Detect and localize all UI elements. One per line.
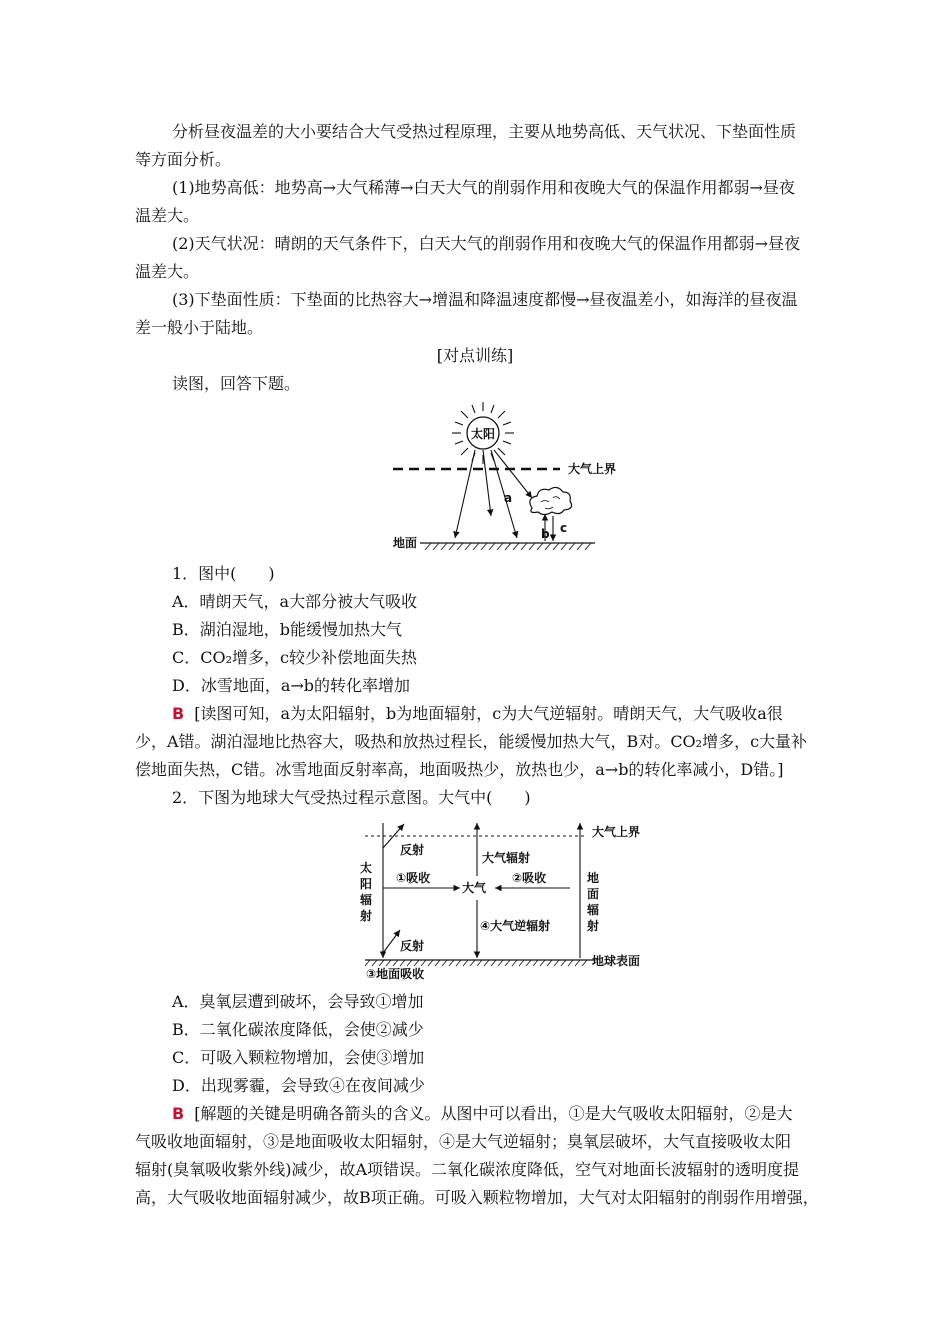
q2-option: D．出现雾霾，会导致④在夜间减少 <box>172 1076 425 1095</box>
q1-option: C．CO₂增多，c较少补偿地面失热 <box>172 648 417 667</box>
atmosphere-top-label: 大气上界 <box>568 462 617 476</box>
ground-radiation-char: 面 <box>587 887 600 901</box>
q1-option: B．湖泊湿地，b能缓慢加热大气 <box>172 620 403 639</box>
q1-option: D．冰雪地面，a→b的转化率增加 <box>172 676 411 695</box>
q2-stem: 2．下图为地球大气受热过程示意图。大气中( ) <box>172 788 531 807</box>
cloud-icon <box>530 487 572 514</box>
ground-label: 地面 <box>393 536 418 550</box>
q2-explanation-line: 辐射(臭氧吸收紫外线)减少，故A项错误。二氧化碳浓度降低，空气对地面长波辐射的透明度提 <box>135 1160 800 1179</box>
q2-option: B．二氧化碳浓度降低，会使②减少 <box>172 1020 424 1039</box>
solar-radiation-char: 太 <box>360 861 373 875</box>
reflect-top-label: 反射 <box>400 843 425 857</box>
q1-explanation-line: B [读图可知，a为太阳辐射，b为地面辐射，c为大气逆辐射。晴朗天气，大气吸收a很 <box>172 704 783 723</box>
intro-line: 差一般小于陆地。 <box>135 318 264 337</box>
absorb-2-label: ②吸收 <box>512 871 547 885</box>
ground-hatching <box>425 543 591 550</box>
ground-radiation-char: 辐 <box>587 903 600 917</box>
q2-explanation-line: 高，大气吸收地面辐射减少，故B项正确。可吸入颗粒物增加，大气对太阳辐射的削弱作用增强， <box>135 1188 819 1207</box>
q2-explanation-line: B [解题的关键是明确各箭头的含义。从图中可以看出，①是大气吸收太阳辐射，②是大 <box>172 1104 793 1123</box>
q2-answer: B <box>172 1104 185 1123</box>
solar-radiation-char: 射 <box>360 909 373 923</box>
label-a: a <box>504 491 513 505</box>
intro-line: 温差大。 <box>135 262 200 281</box>
sun-label: 太阳 <box>470 427 496 441</box>
label-c: c <box>560 521 568 535</box>
ground-absorb-label: ③地面吸收 <box>366 967 425 981</box>
q1-option: A．晴朗天气，a大部分被大气吸收 <box>172 592 418 611</box>
atmospheric-radiation-label: 大气辐射 <box>482 851 531 865</box>
intro-line: (1)地势高低：地势高→大气稀薄→白天大气的削弱作用和夜晚大气的保温作用都弱→昼夜 <box>172 178 795 197</box>
figure-1-atmosphere-diagram <box>385 398 617 556</box>
q1-answer: B <box>172 704 185 723</box>
surface-hatching <box>365 960 587 966</box>
intro-line: (2)天气状况：晴朗的天气条件下，白天大气的削弱作用和夜晚大气的保温作用都弱→昼夜 <box>172 234 801 253</box>
reading-prompt: 读图，回答下题。 <box>172 374 301 393</box>
figure-2-heating-diagram <box>360 818 660 983</box>
ground-radiation-char: 地 <box>587 871 600 885</box>
ground-radiation-char: 射 <box>587 919 600 933</box>
reflect-bottom-label: 反射 <box>400 939 425 953</box>
absorb-1-label: ①吸收 <box>396 871 431 885</box>
solar-radiation-char: 辐 <box>360 893 373 907</box>
atmosphere-label: 大气 <box>462 881 487 895</box>
solar-radiation-char: 阳 <box>360 877 373 891</box>
q1-explanation-line: 少，A错。湖泊湿地比热容大，吸热和放热过程长，能缓慢加热大气，B对。CO₂增多，c大量补 <box>135 732 808 751</box>
atmosphere-top-label: 大气上界 <box>592 825 641 839</box>
q1-stem: 1．图中( ) <box>172 564 275 583</box>
q1-explanation-line: 偿地面失热，C错。冰雪地面反射率高，地面吸热少，放热也少，a→b的转化率减小，D错。] <box>135 760 784 779</box>
intro-line: (3)下垫面性质：下垫面的比热容大→增温和降温速度都慢→昼夜温差小，如海洋的昼夜温 <box>172 290 798 309</box>
radiation-arrows <box>455 450 532 538</box>
label-b: b <box>541 527 550 541</box>
counter-radiation-label: ④大气逆辐射 <box>480 919 551 933</box>
intro-line: 温差大。 <box>135 206 200 225</box>
q2-option: C．可吸入颗粒物增加，会使③增加 <box>172 1048 425 1067</box>
q2-explanation-line: 气吸收地面辐射，③是地面吸收太阳辐射，④是大气逆辐射；臭氧层破坏，大气直接吸收太阳 <box>135 1132 792 1151</box>
section-title: [对点训练] <box>436 346 514 365</box>
q2-option: A．臭氧层遭到破坏，会导致①增加 <box>172 992 424 1011</box>
surface-label: 地球表面 <box>592 954 641 968</box>
intro-line: 分析昼夜温差的大小要结合大气受热过程原理，主要从地势高低、天气状况、下垫面性质 <box>172 122 797 141</box>
intro-line: 等方面分析。 <box>135 150 232 169</box>
